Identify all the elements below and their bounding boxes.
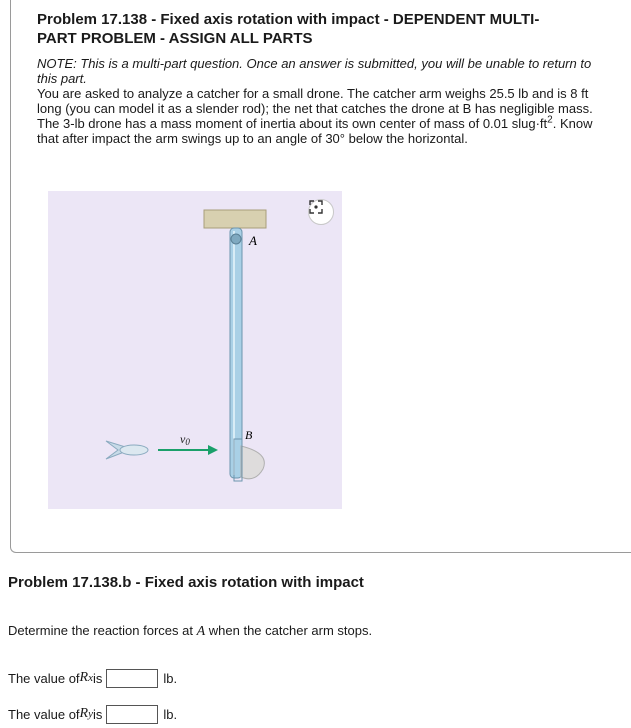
part-b-title: Problem 17.138.b - Fixed axis rotation with impact: [8, 574, 364, 591]
label-a: A: [249, 233, 257, 248]
description-text: You are asked to analyze a catcher for a small drone. The catcher arm weighs 25.5 lb and is 8 ft long (you can model it as a slender rod); the net that catches the drone at B has negligible mass. The 3-lb drone has a mass moment of inertia about its own center of mass of 0.01 slug·ft: [37, 86, 593, 131]
answer-row-ry: The value of R y is lb.: [8, 706, 178, 722]
note-text: NOTE: This is a multi-part question. Once an answer is submitted, you will be unable to return to this part.: [37, 56, 592, 86]
problem-description: [37, 86, 607, 146]
problem-title: [37, 10, 597, 48]
rx-input[interactable]: [106, 669, 158, 688]
pivot-pin: [231, 234, 241, 244]
expand-icon: [309, 200, 323, 214]
ceiling-support: [204, 210, 266, 228]
catcher-net: [241, 446, 264, 479]
answer-row-rx: The value of R x is lb.: [8, 670, 178, 686]
problem-title-line-1: Problem 17.138 - Fixed axis rotation with impact - DEPENDENT MULTI-: [37, 11, 540, 28]
label-b: B: [245, 428, 253, 442]
problem-statement: [37, 56, 607, 146]
label-v: v0: [180, 432, 190, 447]
exponent: 2: [547, 114, 553, 126]
catcher-arm: [230, 228, 242, 478]
point-a: A: [196, 624, 206, 639]
part-b-instruction: Determine the reaction forces at A when the catcher arm stops.: [8, 623, 373, 639]
ry-unit: lb.: [163, 706, 178, 722]
catcher-diagram: [48, 191, 342, 509]
rx-unit: lb.: [163, 670, 178, 686]
problem-title-line-2: PART PROBLEM - ASSIGN ALL PARTS: [37, 30, 313, 47]
drone-icon: [106, 441, 148, 459]
ry-input[interactable]: [106, 705, 158, 724]
description-text-end: . Know that after impact the arm swings up to an angle of 30° below the horizontal.: [37, 116, 593, 146]
problem-figure: [48, 191, 342, 509]
expand-image-button[interactable]: [308, 199, 334, 225]
